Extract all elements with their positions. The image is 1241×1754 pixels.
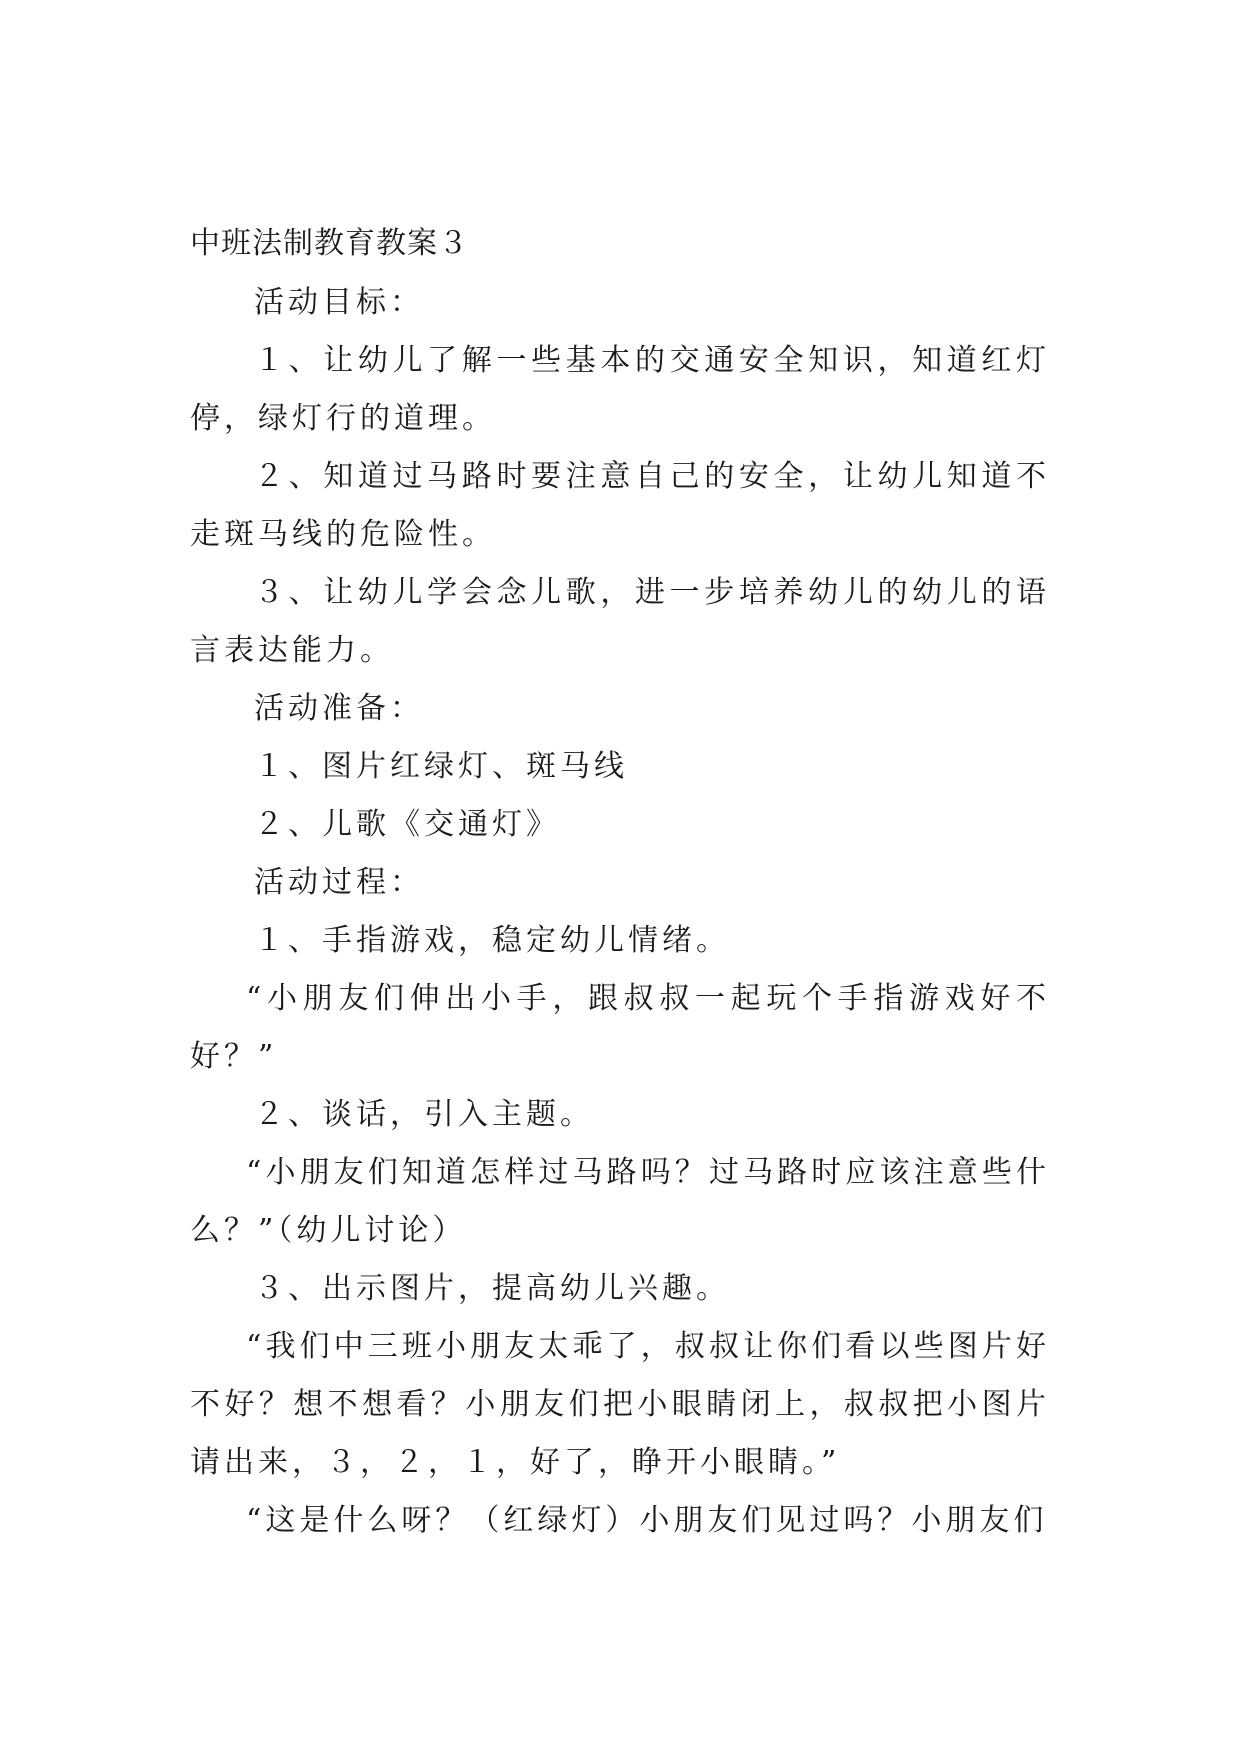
goal-item-3: ３、让幼儿学会念儿歌，进一步培养幼儿的幼儿的语言表达能力。	[190, 575, 1050, 668]
section-heading-goals: 活动目标：	[254, 285, 424, 320]
document-body	[190, 214, 1050, 1550]
process-step-3: ３、出示图片，提高幼儿兴趣。	[254, 1271, 730, 1306]
goal-item-1: １、让幼儿了解一些基本的交通安全知识，知道红灯停，绿灯行的道理。	[190, 343, 1050, 436]
process-quote-4: “这是什么呀？（红绿灯）小朋友们见过吗？小朋友们	[246, 1503, 1048, 1538]
process-quote-3: “我们中三班小朋友太乖了，叔叔让你们看以些图片好不好？想不想看？小朋友们把小眼睛闭上，叔叔把小图片请出来，３，２，１，好了，睁开小眼睛。”	[190, 1329, 1050, 1480]
goal-item-2: ２、知道过马路时要注意自己的安全，让幼儿知道不走斑马线的危险性。	[190, 459, 1050, 552]
section-heading-preparation: 活动准备：	[254, 691, 424, 726]
document-title: 中班法制教育教案３	[190, 226, 469, 261]
section-heading-process: 活动过程：	[254, 865, 424, 900]
process-quote-1: “小朋友们伸出小手，跟叔叔一起玩个手指游戏好不好？”	[190, 981, 1050, 1074]
preparation-item-2: ２、儿歌《交通灯》	[254, 807, 560, 842]
process-step-1: １、手指游戏，稳定幼儿情绪。	[254, 923, 730, 958]
process-quote-2: “小朋友们知道怎样过马路吗？过马路时应该注意些什么？”（幼儿讨论）	[190, 1155, 1050, 1248]
process-step-2: ２、谈话，引入主题。	[254, 1097, 594, 1132]
preparation-item-1: １、图片红绿灯、斑马线	[254, 749, 628, 784]
